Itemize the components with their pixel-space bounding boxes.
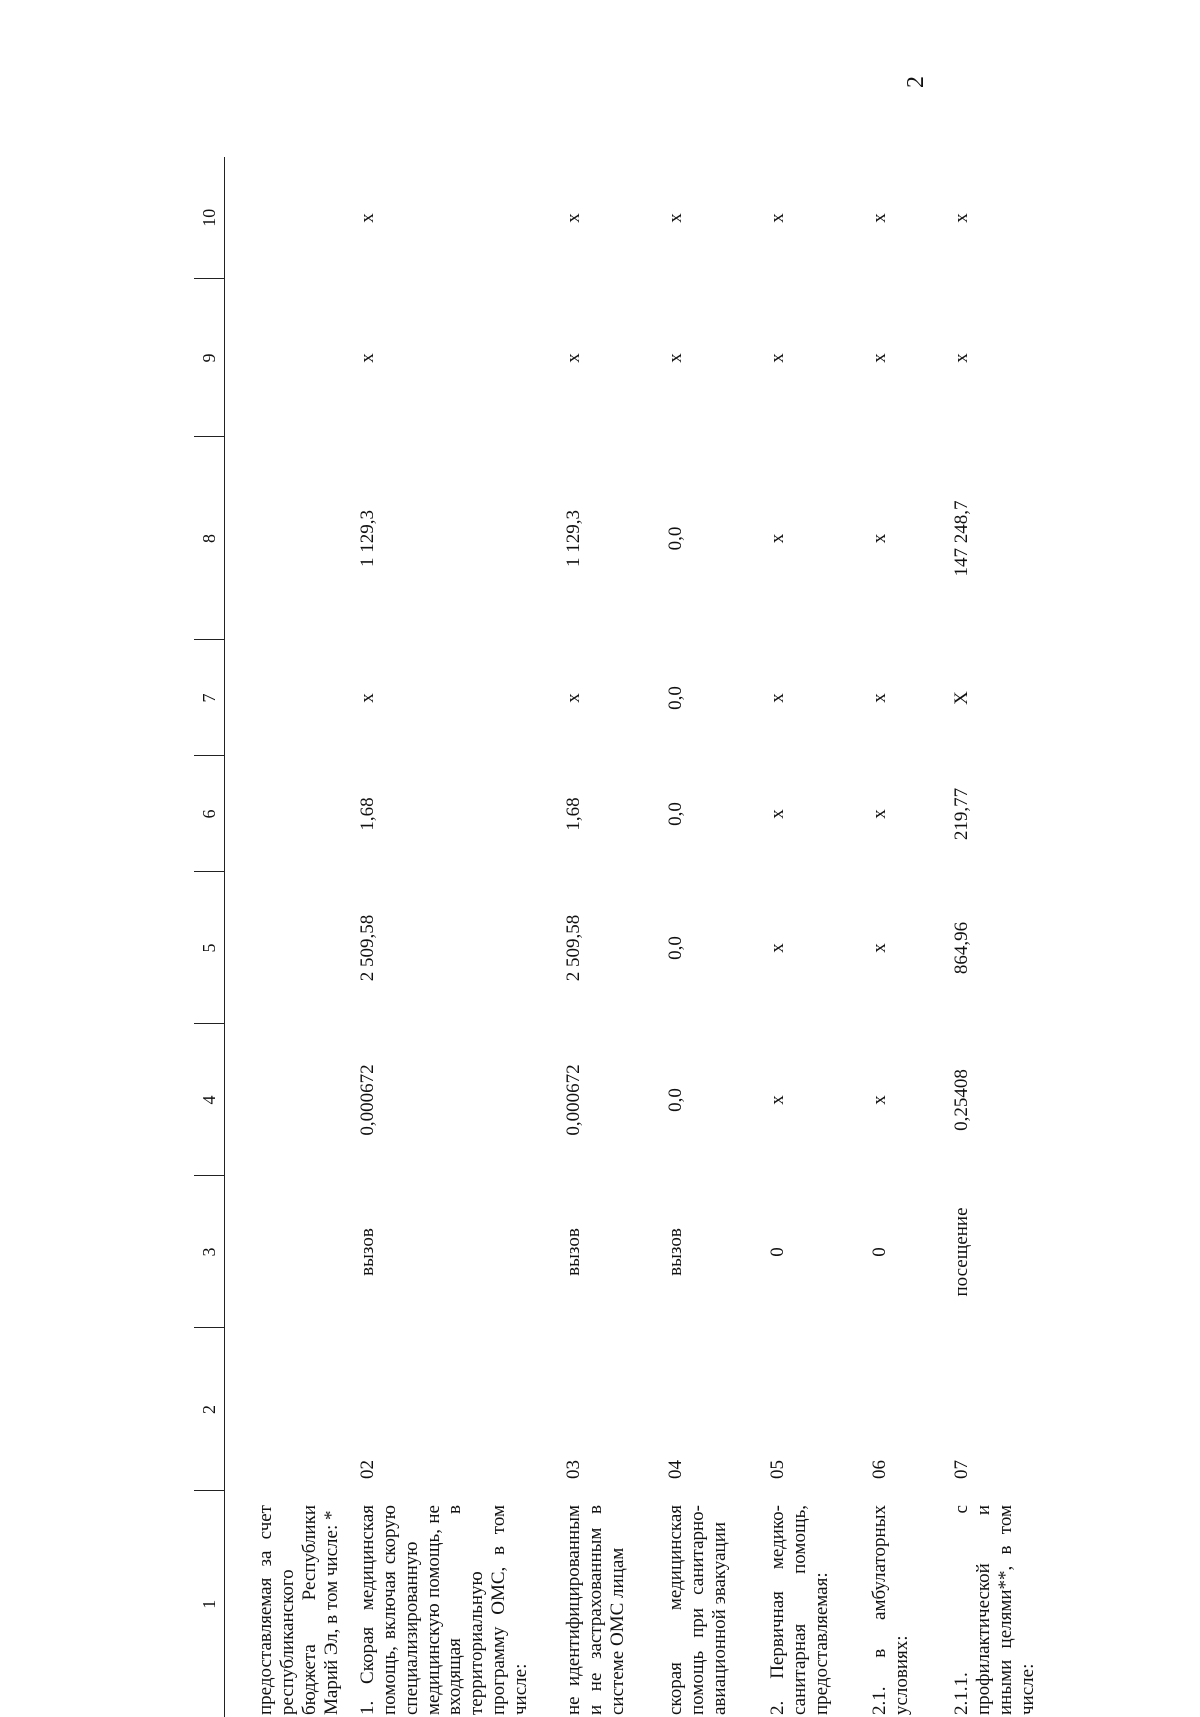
table-cell: x <box>869 693 890 703</box>
column-header: 10 <box>194 157 225 279</box>
row-label: предоставляемая за счет республиканского бюджета Республики Марий Эл, в том числе: * <box>255 1505 342 1715</box>
unit-cell: 0 <box>767 1247 788 1257</box>
table-cell: x <box>767 693 788 703</box>
table-cell <box>225 157 348 279</box>
table-row <box>941 157 1038 1717</box>
table-cell: 0,0 <box>665 802 686 826</box>
table-cell: 1,68 <box>357 797 378 831</box>
table-row <box>347 157 553 1717</box>
table-cell <box>225 437 348 640</box>
table-cell: 0,000672 <box>563 1064 584 1136</box>
table-cell <box>225 1024 348 1176</box>
unit-cell: вызов <box>563 1228 584 1276</box>
unit-cell <box>225 1176 348 1328</box>
row-label: скорая медицинская помощь при санитарно-авиационной эвакуации <box>665 1505 730 1715</box>
row-code <box>225 1328 348 1491</box>
table-cell: 864,96 <box>951 921 972 975</box>
column-header: 5 <box>194 872 225 1024</box>
table-cell: 2 509,58 <box>563 914 584 982</box>
table-cell: x <box>869 353 890 363</box>
row-code: 03 <box>563 1460 584 1479</box>
table-cell: 1,68 <box>563 797 584 831</box>
table-cell: x <box>951 213 972 223</box>
column-header: 9 <box>194 279 225 437</box>
header-row <box>194 157 225 1717</box>
table-row <box>225 157 348 1717</box>
column-header: 7 <box>194 640 225 756</box>
column-header: 3 <box>194 1176 225 1328</box>
rotated-table-page <box>194 157 1038 1717</box>
table-cell <box>225 640 348 756</box>
unit-cell: вызов <box>357 1228 378 1276</box>
table-cell: x <box>563 353 584 363</box>
unit-cell: 0 <box>869 1247 890 1257</box>
table-cell: x <box>767 943 788 953</box>
table-cell: 219,77 <box>951 787 972 841</box>
row-code: 07 <box>951 1460 972 1479</box>
table-cell: 1 129,3 <box>357 510 378 567</box>
table-cell: x <box>665 353 686 363</box>
table-cell: x <box>357 353 378 363</box>
unit-cell: вызов <box>665 1228 686 1276</box>
table-cell <box>225 756 348 872</box>
row-code: 05 <box>767 1460 788 1479</box>
row-label: не идентифицированным и не застрахованным в системе ОМС лицам <box>563 1505 628 1715</box>
table-cell: 0,000672 <box>357 1064 378 1136</box>
table-cell: 0,0 <box>665 686 686 710</box>
table-cell: x <box>951 353 972 363</box>
row-code: 06 <box>869 1460 890 1479</box>
table-cell: x <box>767 353 788 363</box>
table-cell: x <box>869 533 890 544</box>
financing-table <box>194 157 1038 1717</box>
column-header: 6 <box>194 756 225 872</box>
row-label: 2.1.1. с профилактической и иными целями**, в том числе: <box>951 1505 1038 1715</box>
table-cell: x <box>869 809 890 819</box>
column-header: 4 <box>194 1024 225 1176</box>
table-cell <box>225 279 348 437</box>
table-cell: x <box>869 943 890 953</box>
row-label: 2.1. в амбулаторных условиях: <box>869 1505 912 1715</box>
table-cell: x <box>767 533 788 544</box>
table-cell: x <box>563 693 584 703</box>
table-cell: 1 129,3 <box>563 510 584 567</box>
table-row <box>859 157 941 1717</box>
table-cell: x <box>869 213 890 223</box>
table-cell: 0,0 <box>665 1088 686 1112</box>
table-cell: x <box>767 809 788 819</box>
table-cell: x <box>869 1095 890 1105</box>
row-code: 02 <box>357 1460 378 1479</box>
unit-cell: посещение <box>951 1207 972 1297</box>
column-header: 1 <box>194 1491 225 1717</box>
table-cell: 0,0 <box>665 526 686 551</box>
table-row <box>553 157 655 1717</box>
table-cell: x <box>563 213 584 223</box>
table-cell: x <box>357 213 378 223</box>
row-label: 1. Скорая медицинская помощь, включая скорую специализированную медицинскую помощь, не входящая в территориальную программу ОМС, в том числе: <box>357 1505 531 1715</box>
table-cell: x <box>665 213 686 223</box>
table-cell: 147 248,7 <box>951 500 972 577</box>
table-cell: 0,0 <box>665 936 686 960</box>
column-header: 8 <box>194 437 225 640</box>
column-header: 2 <box>194 1328 225 1491</box>
table-cell: x <box>767 213 788 223</box>
table-cell: X <box>951 691 972 705</box>
table-cell <box>225 872 348 1024</box>
page-number: 2 <box>902 76 929 88</box>
table-row <box>655 157 757 1717</box>
table-row <box>757 157 859 1717</box>
row-code: 04 <box>665 1460 686 1479</box>
row-label: 2. Первичная медико-санитарная помощь, предоставляемая: <box>767 1505 832 1715</box>
table-cell: 2 509,58 <box>357 914 378 982</box>
table-cell: x <box>357 693 378 703</box>
table-cell: x <box>767 1095 788 1105</box>
table-cell: 0,25408 <box>951 1069 972 1131</box>
